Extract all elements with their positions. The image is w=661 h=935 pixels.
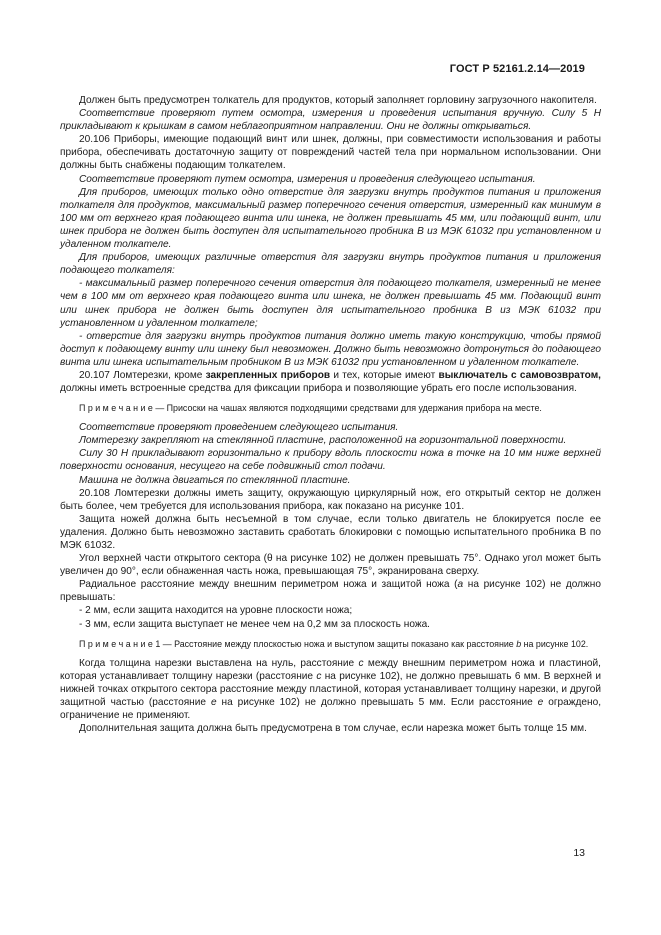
paragraph: Соответствие проверяют путем осмотра, измерения и проведения следующего испытания. (79, 173, 536, 185)
paragraph: Соответствие проверяют проведением следующего испытания. (79, 422, 399, 434)
list-item: - 3 мм, если защита выступает не менее чем на 0,2 мм за плоскость ножа. (79, 618, 430, 630)
list-item: - максимальный размер поперечного сечения отверстия для подающего толкателя, измеренный не менее чем в 100 мм от верхнего края подающего винта или шнека, не должен превышать 45 мм. Подающий винт или шнек прибора не должен быть доступен для испытательного пробника В из МЭК 61032 при установленном и удаленном толкателе; (60, 278, 601, 329)
paragraph: Для приборов, имеющих различные отверстия для загрузки внутрь продуктов питания и приложения подающего толкателя: (60, 252, 601, 277)
paragraph (60, 578, 601, 604)
text-run: должны иметь встроенные средства для фиксации прибора и позволяющие убрать его после использования. (60, 383, 577, 395)
paragraph: Должен быть предусмотрен толкатель для продуктов, который заполняет горловину загрузочного накопителя. (79, 95, 597, 106)
paragraph: Ломтерезку закрепляют на стеклянной пластине, расположенной на горизонтальной поверхности. (79, 435, 567, 447)
note: П р и м е ч а н и е — Присоски на чашах являются подходящими средствами для удержания прибора на месте. (79, 403, 542, 414)
paragraph: Для приборов, имеющих только одно отверстие для загрузки внутрь продуктов питания и приложения толкателя для продуктов, максимальный размер поперечного сечения отверстия, измеренный как минимум в 100 мм от верхнего края подающего винта или шнека, не должен превышать 45 мм, или подающий винт, или шнек прибора не должен быть доступен для испытательного пробника В из МЭК 61032 при установленном и удаленном толкателе. (60, 186, 601, 251)
paragraph: Машина не должна двигаться по стеклянной пластине. (79, 474, 351, 486)
paragraph (60, 657, 601, 722)
paragraph: Защита ножей должна быть несъемной в том случае, если только двигатель не блокируется после ее удаления. Должно быть невозможно заставить сработать блокировки с помощью испытательного пробника В по МЭК 61032. (60, 513, 601, 551)
list-item: - 2 мм, если защита находится на уровне плоскости ножа; (79, 605, 353, 617)
clause-20-107 (60, 369, 601, 395)
bold-term: выключатель с самовозвратом, (438, 369, 601, 381)
variable: е (210, 696, 217, 708)
text-run: на рисунке 102), не должно превышать 6 мм. В верхней и нижней точках открытого сектора расстояние между пластиной, которая устанавливает толщину нарезки, и другой защитной частью (расстояние (60, 670, 601, 708)
bold-term: закрепленных приборов (205, 369, 331, 381)
text-run: Радиальное расстояние между внешним периметром ножа и защитой ножа ( (79, 579, 458, 591)
standard-code: ГОСТ Р 52161.2.14—2019 (449, 63, 585, 75)
text-run: Когда толщина нарезки выставлена на нуль, расстояние (79, 657, 359, 669)
clause-20-108: 20.108 Ломтерезки должны иметь защиту, окружающую циркулярный нож, его открытый сектор не должен быть более, чем требуется для использования прибора, как показано на рисунке 101. (60, 487, 601, 512)
variable: а (457, 579, 464, 591)
paragraph: Дополнительная защита должна быть предусмотрена в том случае, если нарезка может быть толще 15 мм. (79, 723, 587, 735)
text-run: и тех, которые имеют (330, 369, 439, 381)
document-body (60, 94, 601, 735)
variable: с (358, 657, 364, 669)
variable: е (537, 696, 544, 708)
page-number: 13 (573, 847, 585, 859)
paragraph: Соответствие проверяют путем осмотра, измерения и проведения испытания вручную. Силу 5 Н прикладывают к крышкам в самом неблагоприятном направлении. Они не должны открываться. (60, 108, 601, 133)
clause-20-106: 20.106 Приборы, имеющие подающий винт или шнек, должны, при совместимости использования и работы прибора, обеспечивать достаточную защиту от повреждений частей тела при нормальном использовании. Они должны быть снабжены подающим толкателем. (60, 134, 601, 172)
variable: b (516, 638, 522, 649)
text-run: П р и м е ч а н и е 1 — Расстояние между плоскостью ножа и выступом защиты показано как расстояние (79, 638, 517, 649)
note (60, 638, 601, 650)
text-run: 20.107 Ломтерезки, кроме (79, 369, 206, 381)
paragraph: Угол верхней части открытого сектора (θ на рисунке 102) не должен превышать 75°. Однако угол может быть увеличен до 90°, если обнаженная часть ножа, превышающая 75°, экранирована сверху. (60, 553, 601, 578)
list-item: - отверстие для загрузки внутрь продуктов питания должно иметь такую конструкцию, чтобы прямой доступ к подающему винту или шнеку был невозможен. Должно быть невозможно дотронуться до подающего винта или шнека испытательным пробником В из МЭК 61032 при установленном и удаленном толкателе. (60, 330, 601, 368)
variable: с (316, 670, 322, 682)
text-run: на рисунке 102) не должно превышать 5 мм. Если расстояние (216, 696, 538, 708)
paragraph: Силу 30 Н прикладывают горизонтально к прибору вдоль плоскости ножа в точке на 10 мм ниже верхней поверхности основания, несущего на себе подвижный стол подачи. (60, 448, 601, 473)
text-run: на рисунке 102. (521, 638, 589, 649)
text-run: между внешним периметром ножа и пластиной, которая устанавливает толщину нарезки (расстояние (60, 657, 601, 682)
text-run: на рисунке 102) не должно превышать: (60, 579, 601, 604)
text-run: ограждено, ограничение не применяют. (60, 696, 601, 722)
